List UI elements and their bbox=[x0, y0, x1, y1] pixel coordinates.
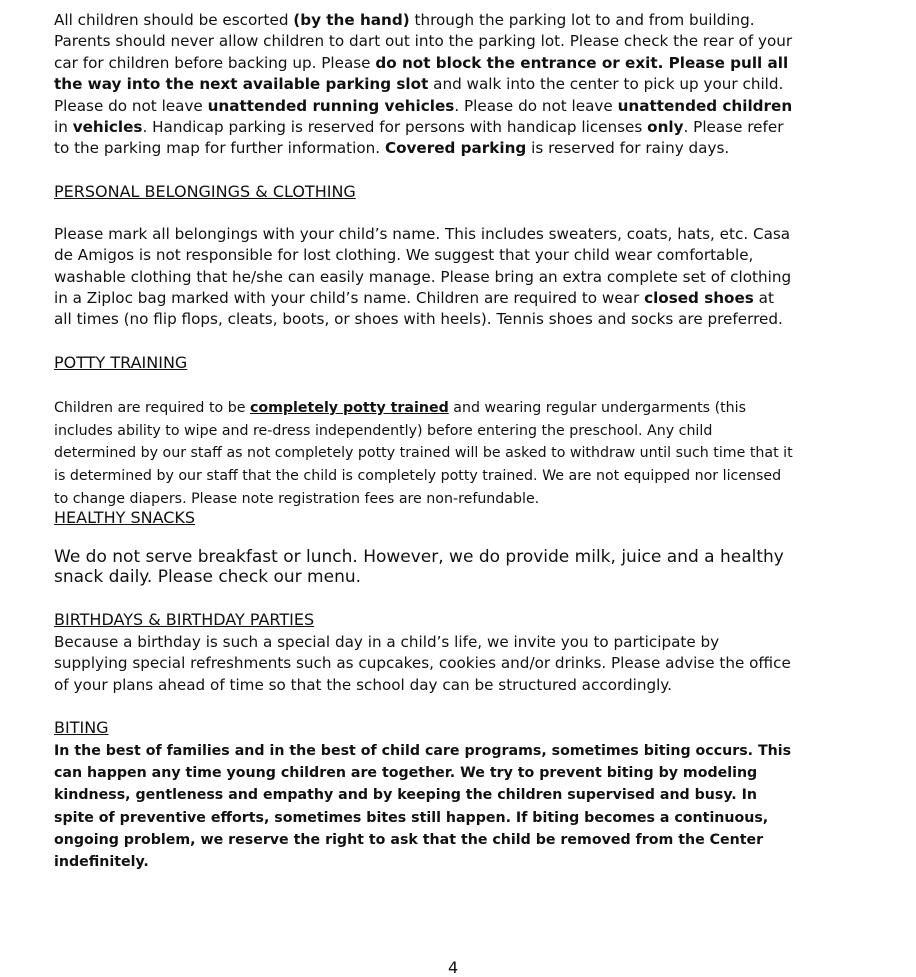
potty-heading: POTTY TRAINING bbox=[54, 352, 188, 372]
snacks-paragraph: We do not serve breakfast or lunch. However, we do provide milk, juice and a healthy snack daily. Please check our menu. bbox=[54, 546, 784, 587]
document-page bbox=[54, 8, 794, 873]
parking-paragraph: All children should be escorted (by the hand) through the parking lot to and from building. Parents should never allow children to dart out into the parking lot. Please check the rear of your car for children before backing up. Please do not block the entrance or exit. Please pull all the way into the next available parking slot and walk into the center to pick up your child. Please do not leave unattended running vehicles. Please do not leave unattended children in vehicles. Handicap parking is reserved for persons with handicap licenses only. Please refer to the parking map for further information. Covered parking is reserved for rainy days. bbox=[54, 11, 793, 158]
belongings-paragraph: Please mark all belongings with your child’s name. This includes sweaters, coats, hats, etc. Casa de Amigos is not responsible for lost clothing. We suggest that your child wear comfortable, washable clothing that he/she can easily manage. Please bring an extra complete set of clothing in a Ziploc bag marked with your child’s name. Children are required to wear closed shoes at all times (no flip flops, cleats, boots, or shoes with heels). Tennis shoes and socks are preferred. bbox=[54, 224, 792, 329]
birthdays-heading: BIRTHDAYS & BIRTHDAY PARTIES bbox=[54, 609, 315, 629]
potty-paragraph: Children are required to be completely potty trained and wearing regular undergarments (this includes ability to wipe and re-dress independently) before entering the preschool. Any child determined by our staff as not completely potty trained will be asked to withdraw until such time that it is determined by our staff that the child is completely potty trained. We are not equipped nor licensed to change diapers. Please note registration fees are non-refundable. bbox=[54, 399, 793, 508]
snacks-heading: HEALTHY SNACKS bbox=[54, 507, 196, 527]
belongings-heading: PERSONAL BELONGINGS & CLOTHING bbox=[54, 181, 356, 201]
biting-paragraph: In the best of families and in the best of child care programs, sometimes biting occurs. This can happen any time young children are together. We try to prevent biting by modeling kindness, gentleness and empathy and by keeping the children supervised and busy. In spite of preventive efforts, sometimes bites still happen. If biting becomes a continuous, ongoing problem, we reserve the right to ask that the child be removed from the Center indefinitely. bbox=[54, 743, 792, 871]
page-number: 4 bbox=[448, 958, 459, 977]
biting-heading: BITING bbox=[54, 718, 109, 738]
birthdays-paragraph: Because a birthday is such a special day in a child’s life, we invite you to participate by supplying special refreshments such as cupcakes, cookies and/or drinks. Please advise the office of your plans ahead of time so that the school day can be structured accordingly. bbox=[54, 632, 791, 694]
